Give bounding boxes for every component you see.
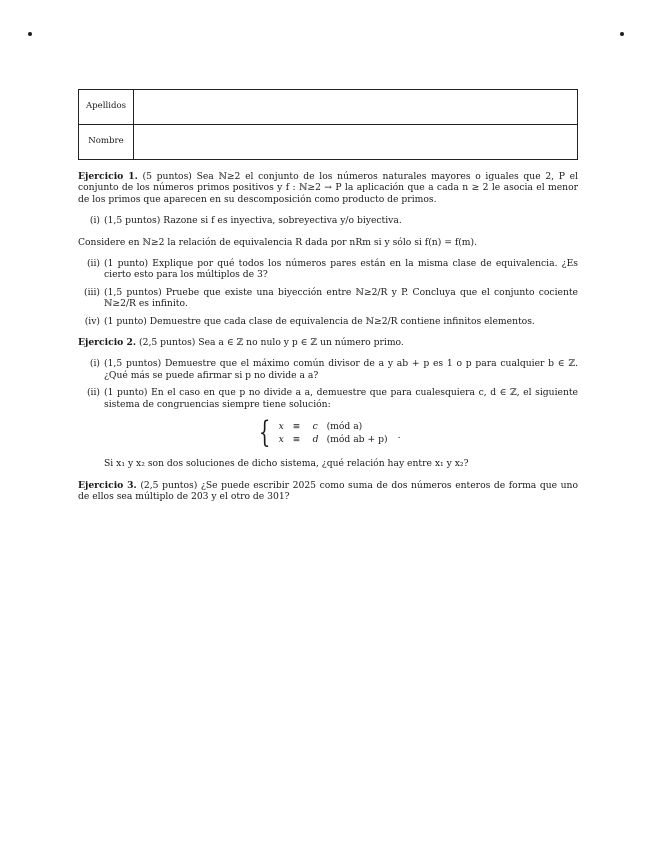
item-text: (1 punto) Explique por qué todos los números pares están en la misma clase de equivalencia. ¿Es cierto esto para los múltiplos de 3? (104, 258, 578, 281)
item-text: (1 punto) En el caso en que p no divide a a, demuestre que para cualesquiera c, d ∈ ℤ, el siguiente sistema de congruencias siempre tiene solución: (104, 387, 578, 410)
row2-value: d (312, 433, 319, 445)
item-text: (1,5 puntos) Demuestre que el máximo común divisor de a y ab + p es 1 o p para cualquier b ∈ ℤ. ¿Qué más se puede afirmar si p no divide a a? (104, 358, 578, 381)
nombre-row (79, 125, 578, 160)
nombre-field[interactable] (134, 125, 578, 160)
ejercicio1-intro: (5 puntos) Sea ℕ≥2 el conjunto de los números naturales mayores o iguales que 2, P el conjunto de los números primos positivos y f : ℕ≥2 → P la aplicación que a cada n ≥ 2 le asocia el menor de los primos que aparecen en su descomposición como producto de primos. (78, 171, 579, 205)
ejercicio1-statement (78, 171, 578, 205)
ejercicio3-text: (2,5 puntos) ¿Se puede escribir 2025 como suma de dos números enteros de forma que uno de ellos sea múltiplo de 203 y el otro de 301? (78, 479, 579, 502)
ejercicio1-title: Ejercicio 1. (78, 171, 138, 182)
ejercicio1-item-iv (78, 316, 578, 327)
ejercicio2-statement (78, 337, 578, 348)
row1-equiv: ≡ (292, 421, 301, 433)
ejercicio3-statement (78, 480, 578, 503)
row2-var: x (278, 433, 284, 445)
item-number: (iv) (84, 315, 100, 327)
item-number: (ii) (86, 258, 100, 270)
ejercicio1-item-ii (78, 258, 578, 281)
ejercicio2-title: Ejercicio 2. (78, 337, 137, 349)
corner-dot-right (620, 32, 624, 36)
apellidos-field[interactable] (134, 90, 578, 125)
item-number: (ii) (86, 387, 100, 399)
item-text: (1,5 puntos) Pruebe que existe una biyección entre ℕ≥2/R y P. Concluya que el conjunto cociente ℕ≥2/R es infinito. (104, 286, 578, 310)
ejercicio1-item-iii (78, 287, 578, 310)
item-text: (1 punto) Demuestre que cada clase de equivalencia de ℕ≥2/R contiene infinitos elementos. (104, 315, 535, 327)
item-number: (i) (89, 358, 100, 370)
row1-value: c (312, 421, 318, 433)
row2-modulus: (mód ab + p) (326, 433, 388, 445)
row1-var: x (278, 421, 284, 433)
item-number: (iii) (84, 286, 100, 298)
apellidos-row (79, 90, 578, 125)
exam-content (78, 171, 578, 502)
ejercicio2-followup: Si x₁ y x₂ son dos soluciones de dicho sistema, ¿qué relación hay entre x₁ y x₂? (104, 458, 469, 470)
ejercicio1-relation: Considere en ℕ≥2 la relación de equivalencia R dada por nRm si y sólo si f(n) = f(m). (78, 236, 478, 248)
ejercicio1-item-i (78, 215, 578, 226)
item-text: (1,5 puntos) Razone si f es inyectiva, sobreyectiva y/o biyectiva. (104, 215, 402, 227)
ejercicio3-title: Ejercicio 3. (78, 479, 137, 491)
congruence-system (78, 415, 578, 451)
system-period: . (397, 430, 401, 442)
row1-modulus: (mód a) (326, 421, 363, 433)
system-rows (279, 421, 388, 445)
apellidos-label: Apellidos (79, 90, 134, 125)
left-brace: { (259, 415, 271, 451)
student-info-table (78, 89, 578, 160)
ejercicio2-intro: (2,5 puntos) Sea a ∈ ℤ no nulo y p ∈ ℤ un número primo. (139, 337, 404, 349)
item-number: (i) (89, 215, 100, 227)
ejercicio2-item-ii (78, 387, 578, 410)
ejercicio2-item-i (78, 358, 578, 381)
nombre-label: Nombre (79, 125, 134, 160)
row2-equiv: ≡ (292, 433, 301, 445)
corner-dot-left (28, 32, 32, 36)
